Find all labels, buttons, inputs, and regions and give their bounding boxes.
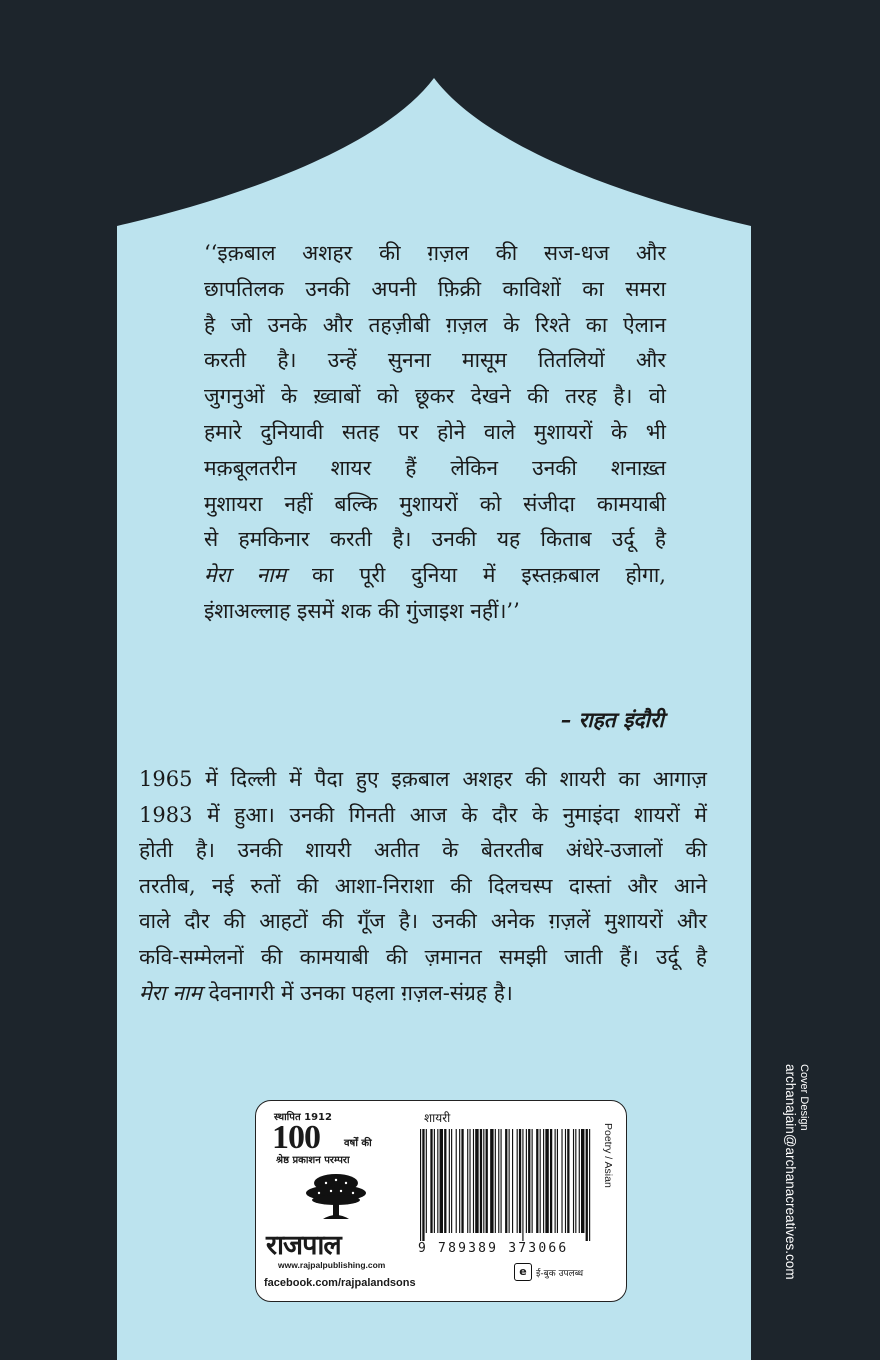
barcode-bar <box>522 1129 523 1241</box>
barcode-bar <box>449 1129 450 1233</box>
isbn-number: 9 789389 373066 <box>418 1241 569 1256</box>
bio-line: तरतीब, नई रुतों की आशा-निराशा की दिलचस्प दास्तां और आने <box>139 873 707 898</box>
category-label: Poetry / Asian <box>602 1123 614 1188</box>
bio-line-text: देवनागरी में उनका पहला ग़ज़ल-संग्रह है। <box>208 980 513 1005</box>
barcode-bar <box>459 1129 460 1233</box>
barcode-bar <box>420 1129 421 1241</box>
barcode-bar <box>519 1129 521 1233</box>
barcode-bar <box>498 1129 499 1233</box>
cover-design-label: Cover Design <box>798 1064 810 1131</box>
tradition-text: श्रेष्ठ प्रकाशन परम्परा <box>276 1155 350 1166</box>
quote-line: जुगनुओं के ख़्वाबों को छूकर देखने की तरह है। वो <box>204 384 666 409</box>
barcode-bar <box>486 1129 488 1233</box>
bio-line: वाले दौर की आहटों की गूँज है। उनकी अनेक ग़ज़लें मुशायरों और <box>139 909 707 934</box>
barcode-bar <box>545 1129 548 1233</box>
book-title: मेरा नाम <box>139 980 202 1005</box>
barcode-bar <box>461 1129 463 1233</box>
barcode-bar <box>565 1129 566 1233</box>
publisher-brand: राजपाल <box>266 1230 341 1261</box>
quote-line <box>204 558 666 594</box>
bio-line: होती है। उनकी शायरी अतीत के बेतरतीब अंधेरे-उजालों की <box>139 838 707 863</box>
quote-line: करती है। उन्हें सुनना मासूम तितलियों और <box>204 348 666 373</box>
cover-design-credit <box>783 1064 810 1280</box>
years-text: वर्षों की <box>344 1138 372 1149</box>
quote-line: है जो उनके और तहज़ीबी ग़ज़ल के रिश्ते का ऐलान <box>204 312 666 337</box>
quote-line: हमारे दुनियावी सतह पर होने वाले मुशायरों के भी <box>204 419 666 444</box>
ebook-icon: e <box>514 1263 532 1281</box>
barcode-bar <box>550 1129 552 1233</box>
barcode-bar <box>561 1129 562 1233</box>
bio-line <box>139 976 707 1012</box>
barcode-bar <box>555 1129 556 1233</box>
barcode-bar <box>575 1129 576 1233</box>
quote-line-text: का पूरी दुनिया में इस्तक़बाल होगा, <box>311 563 666 588</box>
barcode <box>420 1129 592 1241</box>
barcode-bar <box>532 1129 533 1233</box>
barcode-bar <box>440 1129 443 1233</box>
barcode-bar <box>480 1129 482 1233</box>
barcode-bar <box>557 1129 558 1233</box>
bio-line: 1965 में दिल्ली में पैदा हुए इक़बाल अशहर की शायरी का आगाज़ <box>139 767 707 791</box>
barcode-bar <box>501 1129 502 1233</box>
quote-line: ‘‘इक़बाल अशहर की ग़ज़ल की सज-धज और <box>204 241 666 265</box>
barcode-bar <box>512 1129 513 1233</box>
barcode-bar <box>434 1129 435 1233</box>
barcode-bar <box>475 1129 478 1233</box>
hundred-years-number: 100 <box>272 1119 320 1156</box>
quote-attribution: – राहत इंदौरी <box>560 707 664 732</box>
barcode-bar <box>526 1129 527 1233</box>
barcode-bar <box>430 1129 432 1233</box>
genre-label: शायरी <box>424 1111 451 1125</box>
quote-line: मक़बूलतरीन शायर हैं लेकिन उनकी शनाख़्त <box>204 455 666 480</box>
barcode-bar <box>573 1129 574 1233</box>
barcode-bar <box>483 1129 484 1233</box>
quote-line: से हमकिनार करती है। उनकी यह किताब उर्दू है <box>204 527 666 552</box>
barcode-bar <box>509 1129 510 1233</box>
bio-line: 1983 में हुआ। उनकी गिनती आज के दौर के नुमाइंदा शायरों में <box>139 802 707 827</box>
barcode-bar <box>517 1129 518 1233</box>
barcode-bar <box>581 1129 584 1233</box>
publisher-barcode-panel <box>255 1100 627 1302</box>
barcode-bar <box>536 1129 538 1233</box>
quote-line: छापतिलक उनकी अपनी फ़िक्री काविशों का समरा <box>204 276 666 301</box>
author-bio <box>139 762 707 1011</box>
barcode-bar <box>589 1129 590 1241</box>
barcode-bar <box>586 1129 588 1241</box>
barcode-bar <box>543 1129 544 1233</box>
barcode-bar <box>437 1129 438 1233</box>
quote-line: इंशाअल्लाह इसमें शक की गुंजाइश नहीं।’’ <box>204 598 520 623</box>
barcode-bar <box>469 1129 470 1233</box>
barcode-bar <box>490 1129 493 1233</box>
barcode-bar <box>467 1129 468 1233</box>
ebook-available-text: ई-बुक उपलब्ध <box>536 1269 584 1279</box>
barcode-bar <box>579 1129 580 1233</box>
barcode-bar <box>451 1129 452 1233</box>
bio-line: कवि-सम्मेलनों की कामयाबी की ज़मानत समझी जाती हैं। उर्दू है <box>139 944 707 969</box>
publisher-facebook: facebook.com/rajpalandsons <box>264 1277 416 1289</box>
book-title: मेरा नाम <box>204 563 287 588</box>
barcode-bar <box>495 1129 496 1233</box>
barcode-bar <box>422 1129 424 1241</box>
publisher-website: www.rajpalpublishing.com <box>278 1260 386 1270</box>
quote-line: मुशायरा नहीं बल्कि मुशायरों को संजीदा कामयाबी <box>204 491 666 516</box>
established-text: स्थापित 1912 <box>274 1112 332 1123</box>
barcode-bar <box>567 1129 569 1233</box>
barcode-bar <box>540 1129 541 1233</box>
cover-design-email: archanajain@archanacreatives.com <box>783 1064 798 1280</box>
quote-block <box>204 236 666 630</box>
tree-logo-icon <box>301 1171 371 1223</box>
barcode-block <box>416 1101 626 1301</box>
publisher-logo-block <box>256 1101 416 1301</box>
barcode-bar <box>426 1129 427 1233</box>
barcode-bar <box>505 1129 507 1233</box>
barcode-bar <box>456 1129 457 1233</box>
barcode-bar <box>473 1129 474 1233</box>
barcode-bar <box>528 1129 530 1233</box>
barcode-bar <box>444 1129 446 1233</box>
